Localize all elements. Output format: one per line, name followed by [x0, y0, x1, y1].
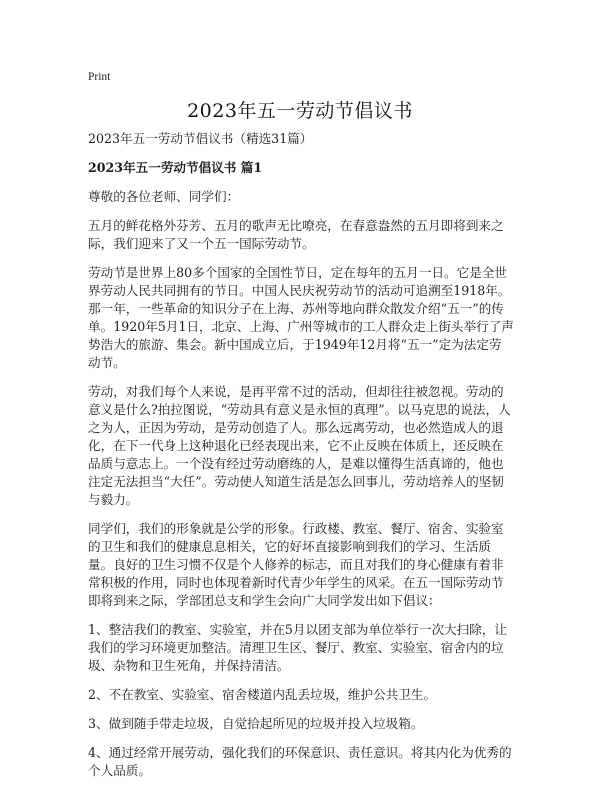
document-body: [88, 130, 514, 791]
page-title: 2023年五一劳动节倡议书: [187, 100, 413, 122]
list-item-3: 3、做到随手带走垃圾，自觉拾起所见的垃圾并投入垃圾箱。: [88, 716, 424, 731]
list-item-2: 2、不在教室、实验室、宿舍楼道内乱丢垃圾，维护公共卫生。: [88, 687, 437, 702]
paragraph-4: 同学们，我们的形象就是公学的形象。行政楼、教室、餐厅、宿舍、实验室的卫生和我们的健康息息相关，它的好坏直接影响到我们的学习、生活质量。良好的卫生习惯不仅是个人修养的标志，而且对我们的身心健康有着非常积极的作用，同时也体现着新时代青少年学生的风采。在五一国际劳动节即将到来之际，学部团总支和学生会向广大同学发出如下倡议：: [88, 521, 504, 608]
paragraph-3: 劳动，对我们每个人来说，是再平常不过的活动，但却往往被忽视。劳动的意义是什么?拍拉图说，“劳动具有意义是永恒的真理”。以马克思的说法，人之为人，正因为劳动，是劳动创造了人。那么远离劳动，也必然造成人的退化，在下一代身上这种退化已经表现出来，它不止反映在体质上，还反映在品质与意志上。一个没有经过劳动磨练的人，是难以懂得生活真谛的，他也注定无法担当“大任”。劳动使人知道生活是怎么回事儿，劳动培养人的坚韧与毅力。: [88, 384, 511, 507]
paragraph-2: 劳动节是世界上80多个国家的全国性节日，定在每年的五月一日。它是全世界劳动人民共同拥有的节日。中国人民庆祝劳动节的活动可追溯至1918年。那一年，一些革命的知识分子在上海、苏州等地向群众散发介绍“五一”的传单。1920年5月1日，北京、上海、广州等城市的工人群众走上街头举行了声势浩大的旅游、集会。新中国成立后，于1949年12月将“五一”定为法定劳动节。: [88, 265, 514, 370]
list-item-1: 1、整洁我们的教室、实验室，并在5月以团支部为单位举行一次大扫除，让我们的学习环境更加整洁。清理卫生区、餐厅、教室、实验室、宿舍内的垃圾、杂物和卫生死角，并保持清洁。: [88, 622, 508, 673]
paragraph-1: 五月的鲜花格外芬芳、五月的歌声无比嘹亮，在春意盎然的五月即将到来之际，我们迎来了又一个五一国际劳动节。: [88, 218, 504, 251]
document-subtitle: 2023年五一劳动节倡议书（精选31篇）: [88, 131, 313, 146]
section-heading: 2023年五一劳动节倡议书 篇1: [88, 160, 263, 175]
greeting: 尊敬的各位老师、同学们：: [88, 189, 240, 204]
list-item-4: 4、通过经常开展劳动，强化我们的环保意识、责任意识。将其内化为优秀的个人品质。: [88, 745, 512, 778]
print-link[interactable]: Print: [88, 71, 111, 83]
